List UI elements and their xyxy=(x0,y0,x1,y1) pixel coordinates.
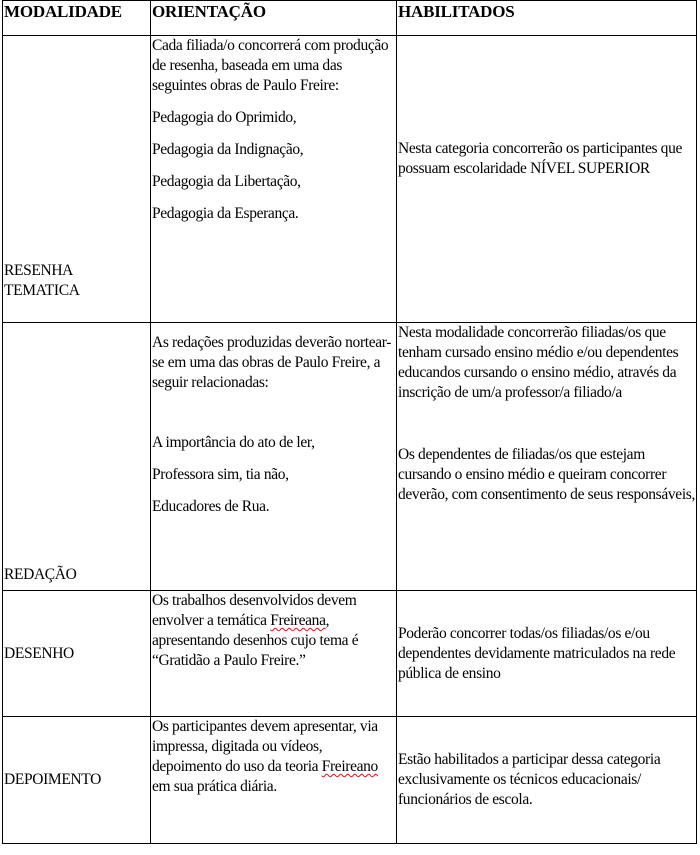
obra-item: Professora sim, tia não, xyxy=(152,466,289,483)
orientacao-cell xyxy=(151,591,397,717)
modalidade-text: REDAÇÃO xyxy=(4,566,77,583)
habilitados-cell xyxy=(397,591,697,717)
orientacao-cell xyxy=(151,717,397,844)
orientacao-text-part: Os participantes devem apresentar, via impressa, digitada ou vídeos, depoimento do uso da teoria xyxy=(152,718,378,775)
table-row xyxy=(3,323,697,591)
habilitados-text: Nesta modalidade concorrerão filiadas/os que tenham cursado ensino médio e/ou dependentes educandos cursando o ensino médio, através da inscrição de um/a professor/a filiado/a xyxy=(398,324,679,401)
modalidade-cell xyxy=(3,36,151,323)
obra-item: A importância do ato de ler, xyxy=(152,434,315,451)
orientacao-text-part: Os trabalhos desenvolvidos devem envolver a temática xyxy=(152,592,357,629)
habilitados-text: Poderão concorrer todas/os filiadas/os e/ou dependentes devidamente matriculados na rede pública de ensino xyxy=(398,624,676,682)
orientacao-term: Freireano xyxy=(321,758,378,775)
orientacao-cell xyxy=(151,36,397,323)
orientacao-term: Freireana xyxy=(270,612,326,629)
header-modalidade: MODALIDADE xyxy=(3,1,151,36)
orientacao-text xyxy=(152,591,395,671)
obra-item: Pedagogia da Esperança. xyxy=(152,205,299,222)
table-row xyxy=(3,591,697,717)
modalidade-text: RESENHA xyxy=(4,262,74,279)
habilitados-cell xyxy=(397,717,697,844)
habilitados-text: Nesta categoria concorrerão os participantes que possuam escolaridade NÍVEL SUPERIOR xyxy=(398,140,683,177)
orientacao-intro: Cada filiada/o concorrerá com produção de resenha, baseada em uma das seguintes obras de Paulo Freire: xyxy=(152,37,389,94)
modalidades-table xyxy=(2,0,697,844)
header-orientacao: ORIENTAÇÃO xyxy=(151,1,397,36)
orientacao-text xyxy=(152,717,395,797)
modalidade-cell xyxy=(3,717,151,844)
header-row xyxy=(3,1,697,36)
orientacao-cell xyxy=(151,323,397,591)
obra-item: Pedagogia do Oprimido, xyxy=(152,109,297,126)
orientacao-text-part: em sua prática diária. xyxy=(152,778,277,795)
habilitados-text: Estão habilitados a participar dessa categoria exclusivamente os técnicos educacionais/ funcionários de escola. xyxy=(398,751,661,808)
header-habilitados: HABILITADOS xyxy=(397,1,697,36)
table-row xyxy=(3,36,697,323)
modalidade-text: TEMATICA xyxy=(4,282,80,299)
modalidade-text: DEPOIMENTO xyxy=(4,771,101,788)
obra-item: Pedagogia da Libertação, xyxy=(152,173,301,190)
habilitados-text: Os dependentes de filiadas/os que estejam cursando o ensino médio e queiram concorrer deverão, com consentimento de seus responsáveis, xyxy=(398,446,695,503)
obra-item: Pedagogia da Indignação, xyxy=(152,141,304,158)
table-row xyxy=(3,717,697,844)
modalidade-text: DESENHO xyxy=(4,644,74,662)
modalidade-cell xyxy=(3,591,151,717)
orientacao-intro: As redações produzidas deverão nortear-se em uma das obras de Paulo Freire, a seguir relacionadas: xyxy=(152,334,392,391)
modalidade-cell xyxy=(3,323,151,591)
habilitados-cell xyxy=(397,36,697,323)
obra-item: Educadores de Rua. xyxy=(152,498,270,515)
orientacao-text-part: , apresentando desenhos cujo tema é “Gratidão a Paulo Freire.” xyxy=(152,612,359,669)
habilitados-cell xyxy=(397,323,697,591)
